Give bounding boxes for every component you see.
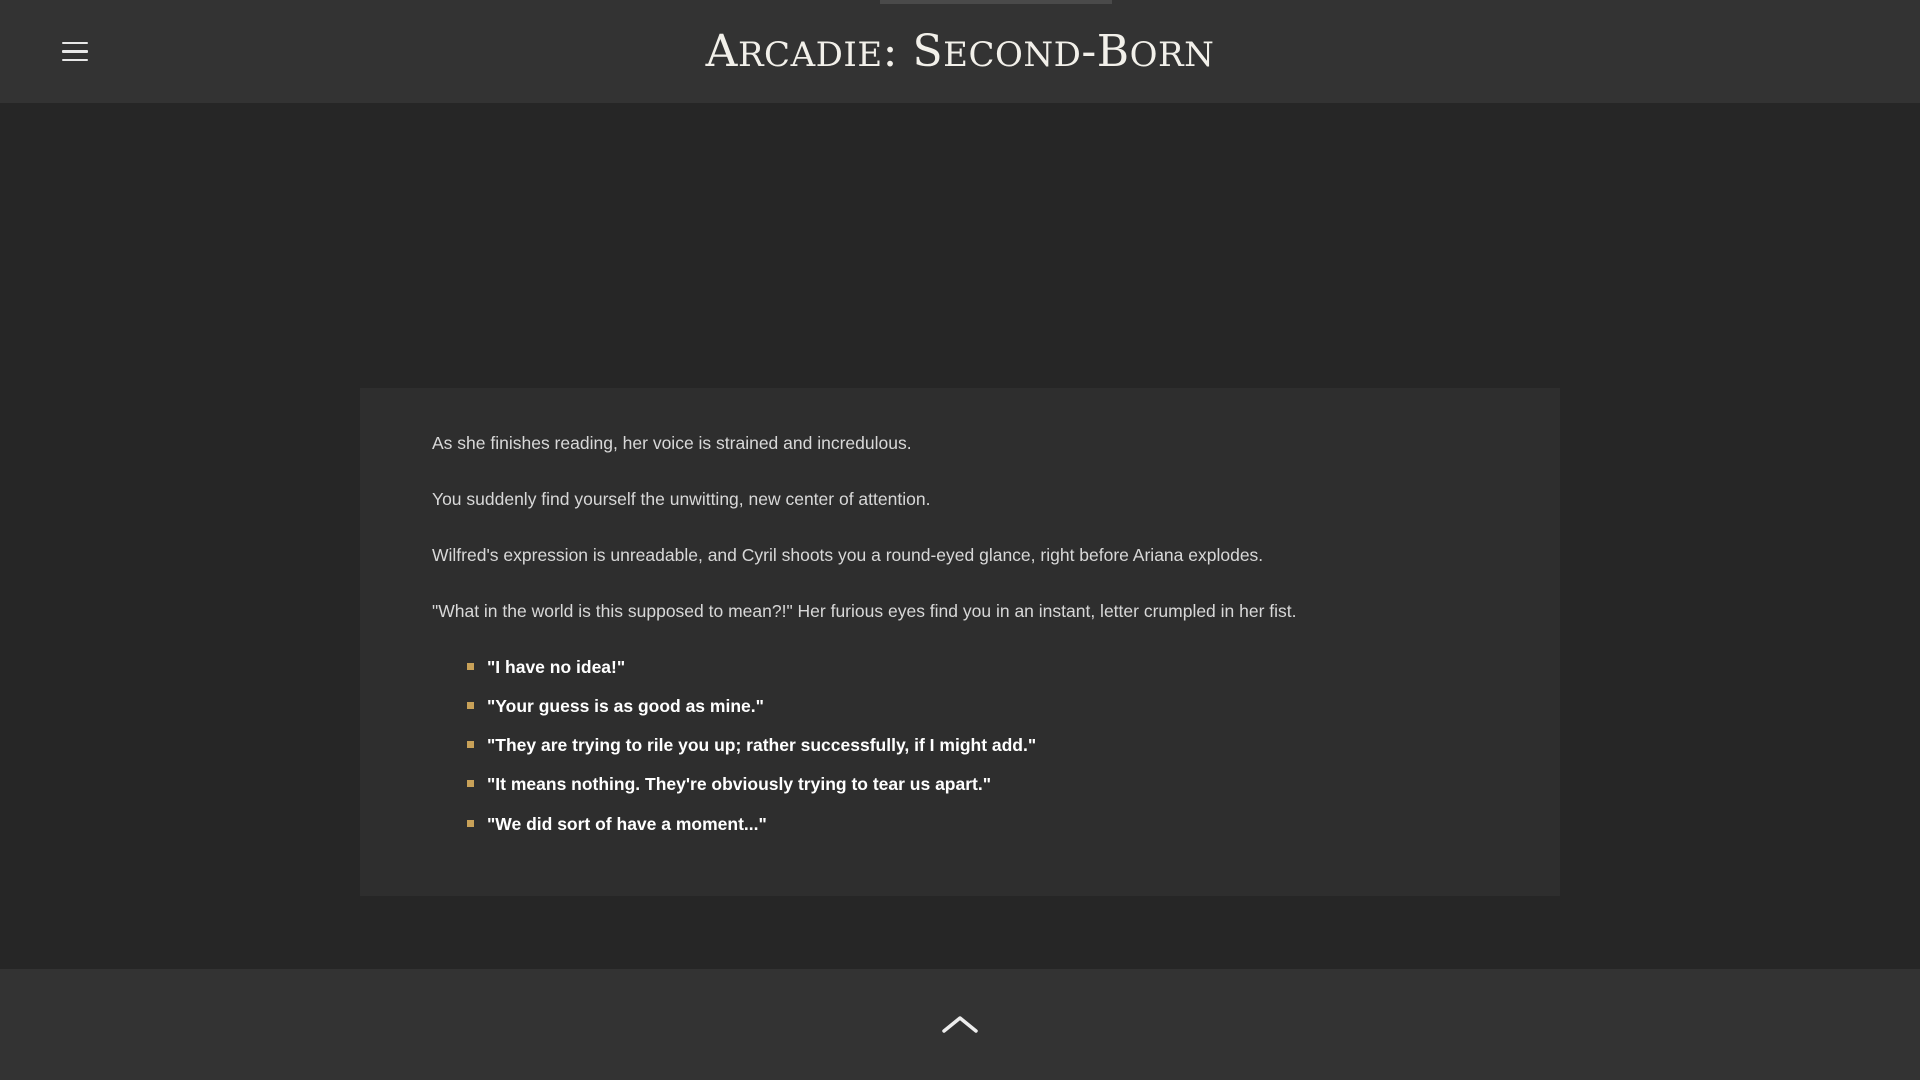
story-paragraph: "What in the world is this supposed to mean?!" Her furious eyes find you in an instant, letter crumpled in her fist.	[432, 601, 1297, 622]
story-paragraph: You suddenly find yourself the unwitting, new center of attention.	[432, 489, 931, 510]
choice-link[interactable]: "They are trying to rile you up; rather successfully, if I might add."	[487, 735, 1037, 755]
page-title: ARCADIE: SECOND-BORN	[705, 26, 1215, 77]
choice-link[interactable]: "I have no idea!"	[487, 656, 626, 677]
main-content	[0, 103, 1920, 969]
chevron-up-glyph	[940, 1013, 980, 1037]
story-paragraph: As she finishes reading, her voice is strained and incredulous.	[432, 433, 912, 453]
menu-bar	[62, 59, 88, 62]
choice-link[interactable]: "We did sort of have a moment..."	[487, 813, 767, 834]
app-footer	[0, 969, 1920, 1080]
choice-link[interactable]: "Your guess is as good as mine."	[487, 695, 764, 716]
story-panel	[360, 388, 1560, 896]
story-paragraph: Wilfred's expression is unreadable, and Cyril shoots you a round-eyed glance, right before Ariana explodes.	[432, 545, 1264, 566]
list-item[interactable]	[467, 811, 1488, 837]
progress-indicator	[880, 0, 1112, 4]
choice-link[interactable]: "It means nothing. They're obviously trying to tear us apart."	[487, 774, 992, 795]
list-item[interactable]	[467, 693, 1488, 719]
list-item[interactable]	[467, 654, 1488, 680]
choice-list	[432, 654, 1488, 837]
app-header	[0, 0, 1920, 103]
chevron-up-icon[interactable]	[932, 1002, 988, 1048]
hamburger-menu-icon[interactable]	[55, 32, 95, 72]
menu-bar	[62, 50, 88, 53]
list-item[interactable]	[467, 771, 1488, 797]
menu-bar	[62, 42, 88, 45]
list-item[interactable]	[467, 732, 1488, 758]
